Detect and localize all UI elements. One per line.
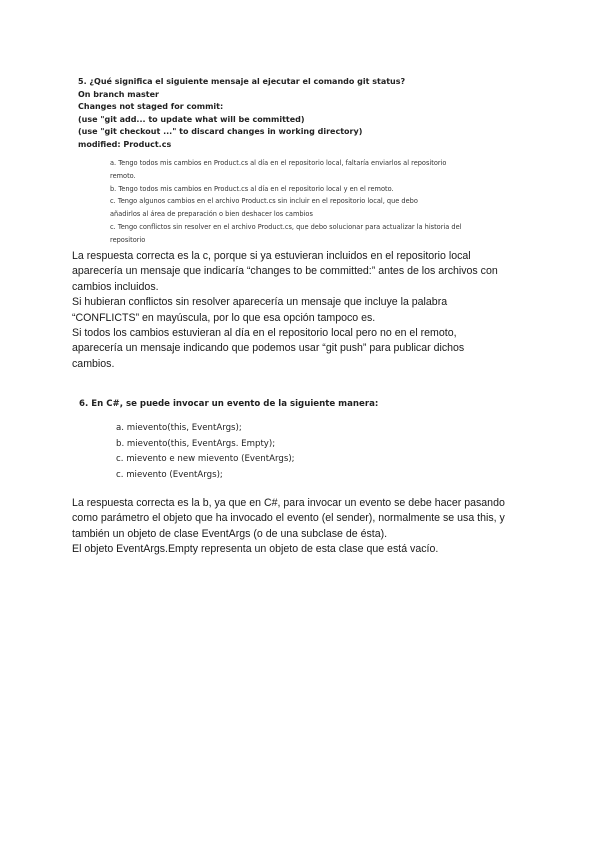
answer-line: aparecería un mensaje indicando que podemos usar “git push” para publicar dichos	[72, 342, 465, 355]
option-line: repositorio	[110, 235, 146, 244]
answer-line: también un objeto de clase EventArgs (o de una subclase de ésta).	[72, 527, 388, 540]
git-status-line: Changes not staged for commit:	[78, 102, 224, 112]
option-line: remoto.	[110, 171, 136, 180]
answer-line: El objeto EventArgs.Empty representa un objeto de esta clase que está vacío.	[72, 543, 439, 556]
git-status-line: (use "git checkout ..." to discard changes in working directory)	[78, 127, 363, 137]
option-line: c. Tengo algunos cambios en el archivo Product.cs sin incluir en el repositorio local, que debo	[110, 197, 418, 206]
answer-6	[72, 496, 532, 558]
git-status-line: On branch master	[78, 89, 159, 99]
option-line: c. mievento (EventArgs);	[116, 469, 223, 480]
question-5-title: 5. ¿Qué significa el siguiente mensaje al ejecutar el comando git status?	[78, 77, 406, 86]
question-6-options	[116, 421, 295, 483]
answer-line: cambios incluidos.	[72, 280, 159, 293]
git-status-line: (use "git add... to update what will be committed)	[78, 114, 305, 124]
git-status-line: modified: Product.cs	[78, 139, 172, 149]
option-line: c. mievento e new mievento (EventArgs);	[116, 454, 295, 465]
option-line: a. mievento(this, EventArgs);	[116, 423, 242, 433]
answer-5	[72, 249, 532, 372]
answer-line: cambios.	[72, 357, 115, 370]
answer-line: Si todos los cambios estuvieran al día en el repositorio local pero no en el remoto,	[72, 327, 457, 340]
option-line: a. Tengo todos mis cambios en Product.cs al día en el repositorio local, faltaría enviarlos al repositorio	[110, 159, 447, 167]
option-line: b. Tengo todos mis cambios en Product.cs al día en el repositorio local y en el remoto.	[110, 184, 394, 193]
option-line: c. Tengo conflictos sin resolver en el archivo Product.cs, que debo solucionar para actualizar la historia del	[110, 222, 462, 231]
question-5-block	[78, 76, 518, 152]
answer-line: aparecería un mensaje que indicaría “changes to be committed:” antes de los archivos con	[72, 265, 498, 278]
question-5-options	[110, 157, 510, 247]
answer-line: La respuesta correcta es la c, porque si ya estuvieran incluidos en el repositorio local	[72, 250, 471, 262]
answer-line: como parámetro el objeto que ha invocado el evento (el sender), normalmente se usa this, y	[72, 512, 505, 525]
option-line: b. mievento(this, EventArgs. Empty);	[116, 438, 276, 449]
answer-line: La respuesta correcta es la b, ya que en C#, para invocar un evento se debe hacer pasando	[72, 497, 505, 509]
question-6-title: 6. En C#, se puede invocar un evento de la siguiente manera:	[79, 399, 379, 409]
answer-line: Si hubieran conflictos sin resolver aparecería un mensaje que incluye la palabra	[72, 296, 448, 309]
option-line: añadirlos al área de preparación o bien deshacer los cambios	[110, 210, 313, 219]
answer-line: “CONFLICTS” en mayúscula, por lo que esa opción tampoco es.	[72, 311, 376, 324]
